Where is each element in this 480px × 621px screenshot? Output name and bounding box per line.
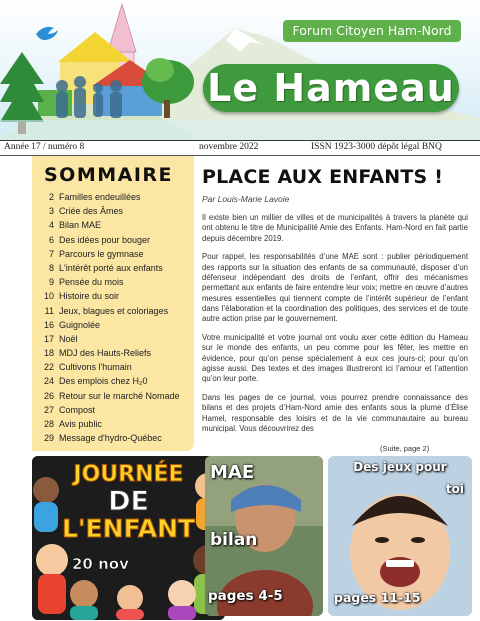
sommaire-item[interactable]: 9 Pensée du mois [48,277,124,288]
sommaire-item[interactable]: 18 MDJ des Hauts-Reliefs [43,348,152,359]
issue-strip [0,140,480,156]
article-paragraph: Dans les pages de ce journal, vous pourrez prendre connaissance des bilans et des projets d’Ham-Nord amie des enfants sous la plume d’Élise Hamel, responsable des loisirs et de la vie communautaire au bureau municipal. Vous découvrirez des [202,392,468,433]
article-paragraph: Votre municipalité et votre journal ont voulu axer cette édition du Hameau sur le monde des enfants, un peu comme pour les fêter, les mettre en évidence, pour qu’on pense spécialement à eux ces jours-ci; pour qu’on agisse aussi. Des textes et des images illustreront ici l’amour et l’attention qu’on leur porte. [202,332,468,384]
sommaire-item[interactable]: 29 Message d'hydro-Québec [43,433,162,444]
article-body [202,213,468,443]
sommaire-item[interactable]: 28 Avis public [43,419,102,429]
issue-issn: ISSN 1923-3000 dépôt légal BNQ [311,142,442,152]
mae-subtitle: bilan [210,530,258,550]
sommaire-item[interactable]: 2 Familles endeuillées [48,192,141,202]
article-paragraph: Il existe bien un millier de villes et de municipalités à travers la planète qui ont obtenu le titre de Municipalité Amie des Enfants. Ham-Nord en fait partie depuis décembre 2019. [202,213,468,243]
jeux-panel[interactable] [328,456,472,616]
jeux-title-line2: toi [445,482,464,496]
sommaire-item[interactable]: 24 Des emplois chez H₂0 [43,376,148,387]
issue-volume: Année 17 / numéro 8 [4,142,85,152]
mae-bilan-panel[interactable] [205,456,323,616]
sommaire-list [36,190,180,445]
journee-line2: DE [108,486,149,517]
sommaire-title: SOMMAIRE [44,164,174,186]
sommaire-item[interactable]: 27 Compost [43,404,96,415]
sommaire-box [32,156,194,451]
journee-line3: L'ENFANT [61,514,196,543]
continued-note: (Suite, page 2) [380,444,430,453]
sommaire-item[interactable]: 6 Des idées pour bouger [48,234,151,245]
sommaire-item[interactable]: 8 L'intérêt porté aux enfants [48,262,163,273]
mae-pages: pages 4-5 [208,588,283,604]
sommaire-item[interactable]: 7 Parcours le gymnase [48,248,144,259]
journee-enfant-panel[interactable] [32,456,225,620]
sommaire-item[interactable]: 10 Histoire du soir [43,291,120,302]
journee-date: 20 nov [72,555,129,573]
newspaper-title-text: Le Hameau [207,66,455,110]
sommaire-item[interactable]: 17 Noël [43,333,78,344]
sommaire-item[interactable]: 3 Criée des Âmes [48,206,124,217]
sommaire-item[interactable]: 4 Bilan MAE [48,220,102,231]
jeux-pages: pages 11-15 [334,590,421,605]
newspaper-title [203,64,459,112]
mae-title: MAE [210,462,255,483]
jeux-title: Des jeux pour [353,460,447,474]
masthead [0,0,480,140]
sommaire-item[interactable]: 26 Retour sur le marché Nomade [43,390,180,401]
article-paragraph: Pour rappel, les responsabilités d’une MAE sont : publier périodiquement des rapports sur la situation des enfants de sa communauté, disposer d’un défenseur indépendant des droits de l’enfant, offrir des mécanismes permettant aux enfants de faire entendre leur voix; mettre en œuvre d’autres mesures essentielles qui tiennent compte de l’intérêt supérieur de l’enfant dans l’élaboration et la coordination des politiques, des services et de toute autre action prise par le gouvernement. [202,252,468,324]
forum-badge: Forum Citoyen Ham-Nord [283,20,461,42]
article-byline: Par Louis-Marie Lavoie [202,194,290,204]
sommaire-item[interactable]: 22 Cultivons l'humain [43,362,132,373]
sommaire-item[interactable]: 11 Jeux, blagues et coloriages [44,305,169,316]
article-headline: PLACE AUX ENFANTS ! [202,166,444,188]
journee-line1: JOURNÉE [73,462,184,487]
issue-date: novembre 2022 [199,142,259,152]
sommaire-item[interactable]: 16 Guignolée [43,319,101,330]
